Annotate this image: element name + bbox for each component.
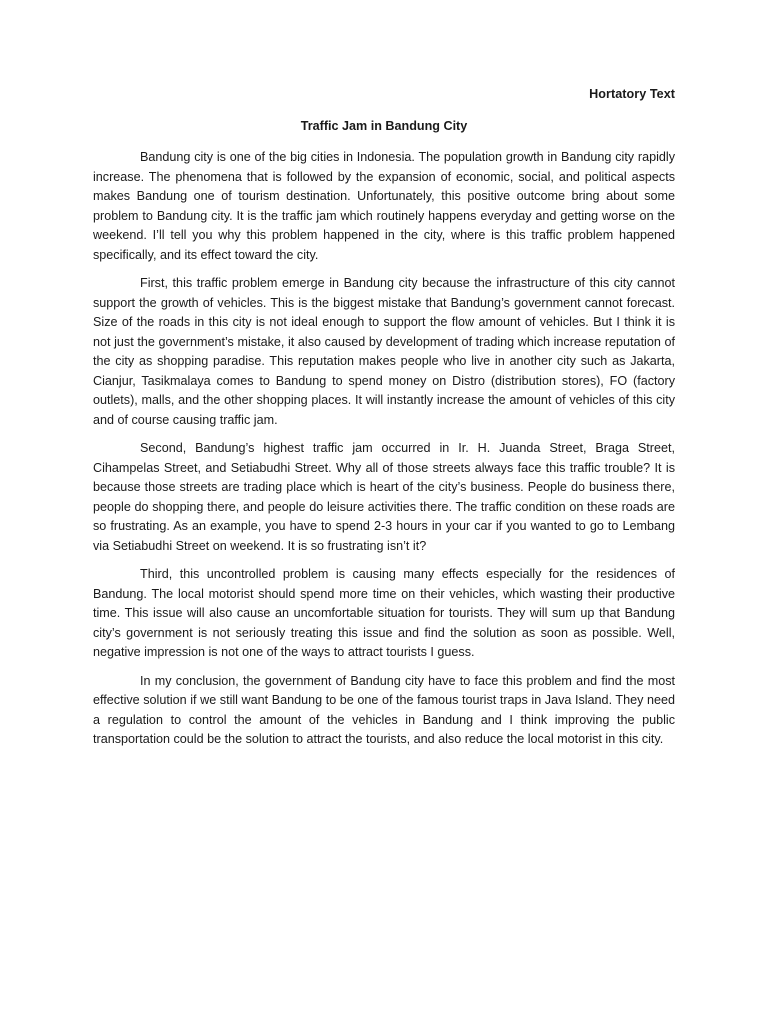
paragraph-argument-first: First, this traffic problem emerge in Bandung city because the infrastructure of this city cannot support the growth of vehicles. This is the biggest mistake that Bandung’s government cannot forecast. Size of the roads in this city is not ideal enough to support the flow amount of vehicles. But I think it is not just the government’s mistake, it also caused by development of trading which increase reputation of the city as shopping paradise. This reputation makes people who live in another city such as Jakarta, Cianjur, Tasikmalaya comes to Bandung to spend money on Distro (distribution stores), FO (factory outlets), malls, and the other shopping places. It will instantly increase the amount of vehicles of this city and of course causing traffic jam.: [93, 276, 675, 427]
document-title: Traffic Jam in Bandung City: [300, 119, 468, 133]
paragraph-argument-second: Second, Bandung’s highest traffic jam occurred in Ir. H. Juanda Street, Braga Street, Cihampelas Street, and Setiabudhi Street. Why all of those streets always face this traffic trouble? It is because those streets are trading place which is heart of the city’s business. People do business there, people do shopping there, and people do leisure activities there. The traffic condition on these roads are so frustrating. As an example, you have to spend 2-3 hours in your car if you wanted to go to Lembang via Setiabudhi Street on weekend. It is so frustrating isn’t it?: [93, 441, 675, 553]
paragraph-introduction: Bandung city is one of the big cities in Indonesia. The population growth in Bandung city rapidly increase. The phenomena that is followed by the expansion of economic, social, and political aspects makes Bandung one of tourism destination. Unfortunately, this positive outcome bring about some problem to Bandung city. It is the traffic jam which routinely happens everyday and getting worse on the weekend. I’ll tell you why this problem happened in the city, where is this traffic problem happened specifically, and its effect toward the city.: [93, 150, 675, 262]
document-body: [93, 148, 675, 759]
paragraph-conclusion: In my conclusion, the government of Bandung city have to face this problem and find the most effective solution if we still want Bandung to be one of the famous tourist traps in Java Island. They need a regulation to control the amount of the vehicles in Bandung and I think improving the public transportation could be the solution to attract the tourists, and also reduce the local motorist in this city.: [93, 673, 675, 746]
paragraph-argument-third: Third, this uncontrolled problem is causing many effects especially for the residences of Bandung. The local motorist should spend more time on their vehicles, which wasting their productive time. This issue will also cause an uncomfortable situation for tourists. They will sum up that Bandung city’s government is not seriously treating this issue and find the solution as soon as possible. Well, negative impression is not one of the ways to attract tourists I guess.: [93, 567, 675, 659]
document-label: Hortatory Text: [589, 87, 675, 101]
